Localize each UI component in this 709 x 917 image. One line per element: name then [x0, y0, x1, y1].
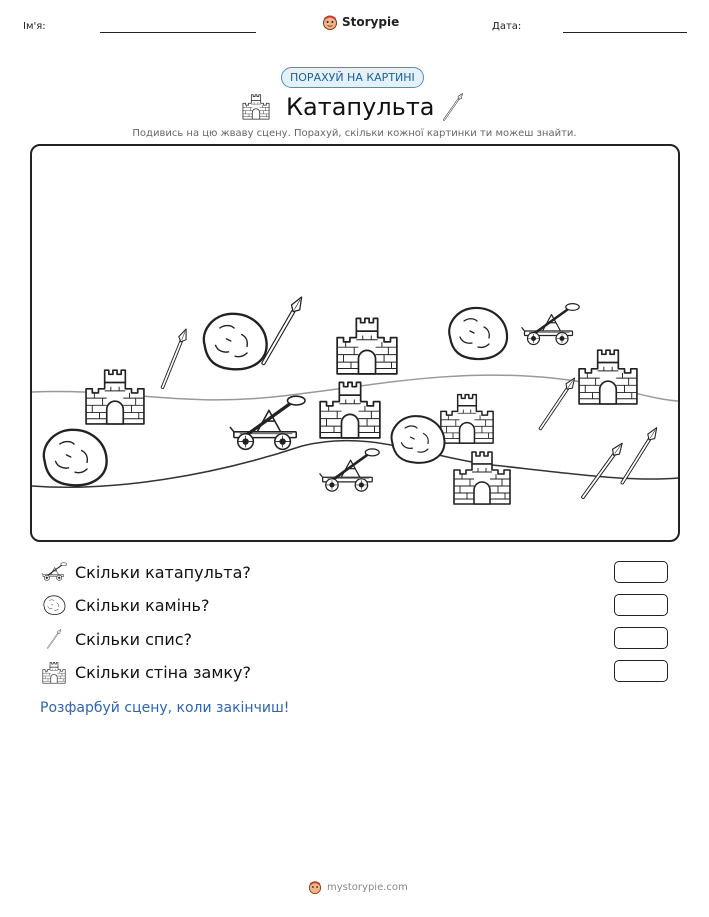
- scene-illustration: [32, 146, 678, 540]
- question-row-stone: [41, 594, 209, 616]
- date-field[interactable]: [563, 32, 687, 33]
- spear-icon: [41, 627, 67, 651]
- question-row-spear: [41, 627, 192, 651]
- catapult-icon: [41, 561, 67, 583]
- castle-wall: [337, 318, 397, 373]
- castle-wall: [579, 350, 637, 404]
- stone: [44, 430, 107, 486]
- storypie-logo-icon: [322, 14, 338, 30]
- name-field[interactable]: [100, 32, 256, 33]
- spear-icon: [440, 90, 466, 124]
- stone: [449, 308, 507, 359]
- catapult: [230, 396, 305, 449]
- question-text: Скільки стіна замку?: [75, 662, 252, 682]
- castle-wall-icon: [41, 660, 67, 684]
- stone-icon: [41, 594, 67, 616]
- brand-name: Storypie: [342, 15, 400, 29]
- answer-box-stone[interactable]: [614, 594, 668, 616]
- answer-box-catapult[interactable]: [614, 561, 668, 583]
- coloring-instruction: Розфарбуй сцену, коли закінчиш!: [40, 700, 290, 716]
- counting-scene: [30, 144, 680, 542]
- spear: [259, 295, 306, 367]
- page-subtitle: Подивись на цю жваву сцену. Порахуй, скільки кожної картинки ти можеш знайти.: [132, 128, 577, 139]
- spear: [618, 426, 660, 486]
- date-label: Дата:: [492, 21, 522, 32]
- storypie-logo-icon: [308, 880, 322, 894]
- stone: [392, 416, 445, 463]
- question-text: Скільки катапульта?: [75, 562, 251, 582]
- question-row-castle-wall: [41, 660, 251, 684]
- castle-wall: [86, 370, 144, 424]
- page-footer: [308, 880, 408, 894]
- spear: [158, 328, 189, 390]
- question-row-catapult: [41, 561, 251, 583]
- answer-box-spear[interactable]: [614, 627, 668, 649]
- castle-wall-icon: [242, 92, 270, 120]
- spear: [537, 376, 578, 432]
- page-title: Катапульта: [286, 93, 435, 121]
- footer-site[interactable]: mystorypie.com: [327, 881, 408, 893]
- stone: [204, 314, 267, 370]
- brand-logo: [322, 14, 399, 30]
- catapult: [320, 449, 380, 491]
- question-text: Скільки спис?: [75, 629, 193, 649]
- name-label: Ім'я:: [23, 21, 46, 32]
- castle-wall: [441, 395, 493, 444]
- worksheet-badge: ПОРАХУЙ НА КАРТИНІ: [281, 67, 424, 88]
- question-text: Скільки камінь?: [75, 595, 210, 615]
- answer-box-castle-wall[interactable]: [614, 660, 668, 682]
- spear: [579, 441, 626, 501]
- catapult: [522, 304, 580, 345]
